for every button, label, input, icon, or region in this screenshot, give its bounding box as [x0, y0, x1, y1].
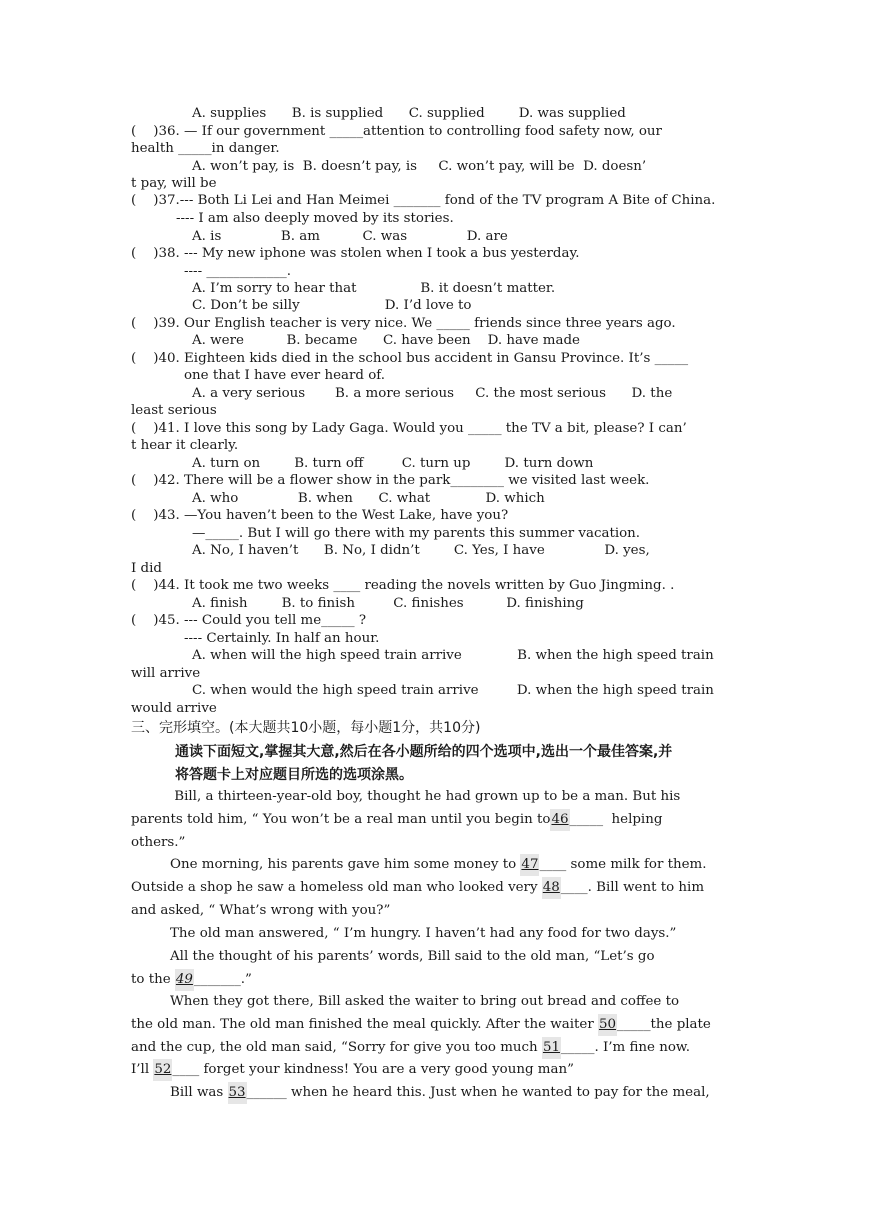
q39-stem: ( )39. Our English teacher is very nice. We _____ friends since three years ago.	[131, 316, 676, 331]
q36-options: A. won’t pay, is B. doesn’t pay, is C. won’t pay, will be D. doesn’	[192, 159, 647, 174]
q44-stem: ( )44. It took me two weeks ____ reading the novels written by Guo Jingming. .	[131, 578, 675, 593]
passage-text: ______ when he heard this. Just when he wanted to pay for the meal,	[246, 1085, 710, 1100]
blank-50: 50	[598, 1014, 617, 1036]
passage-text: Outside a shop he saw a homeless old man who looked very	[131, 880, 542, 895]
passage-text: One morning, his parents gave him some money to	[170, 857, 521, 872]
q37-options: A. is B. am C. was D. are	[192, 229, 508, 244]
passage-text: ____ forget your kindness! You are a very good young man”	[172, 1062, 574, 1077]
q37-stem: ( )37.--- Both Li Lei and Han Meimei _______ fond of the TV program A Bite of China.	[131, 193, 716, 208]
passage-text: parents told him, “ You won’t be a real man until you begin to	[131, 812, 551, 827]
passage-p4-line1: All the thought of his parents’ words, Bill said to the old man, “Let’s go	[170, 949, 655, 964]
passage-p5-line1: When they got there, Bill asked the waiter to bring out bread and coffee to	[170, 994, 680, 1009]
passage-p2-line3: and asked, “ What’s wrong with you?”	[131, 903, 391, 918]
section-instruction-2: 将答题卡上对应题目所选的选项涂黑。	[175, 767, 413, 783]
passage-text: _____the plate	[617, 1017, 711, 1032]
q42-stem: ( )42. There will be a flower show in the park________ we visited last week.	[131, 473, 650, 488]
q36-options-cont: t pay, will be	[131, 176, 217, 191]
passage-p5-line3	[131, 1037, 737, 1059]
q38-options-1: A. I’m sorry to hear that B. it doesn’t matter.	[192, 281, 556, 296]
passage-text: to the	[131, 972, 175, 987]
q37-reply: ---- I am also deeply moved by its stories.	[176, 211, 454, 226]
passage-p6-line1	[170, 1082, 776, 1104]
passage-text: ____ some milk for them.	[539, 857, 707, 872]
q45-options-1: A. when will the high speed train arrive B. when the high speed train	[192, 648, 714, 663]
q41-stem-cont: t hear it clearly.	[131, 438, 239, 453]
q38-stem: ( )38. --- My new iphone was stolen when I took a bus yesterday.	[131, 246, 580, 261]
q38-options-2: C. Don’t be silly D. I’d love to	[192, 298, 472, 313]
passage-p1-line2	[131, 809, 737, 831]
q44-options: A. finish B. to finish C. finishes D. finishing	[192, 596, 584, 611]
q45-reply: ---- Certainly. In half an hour.	[184, 631, 380, 646]
section-heading: 三、完形填空。(本大题共10小题，每小题1分，共10分)	[131, 720, 481, 736]
passage-p2-line1	[170, 854, 776, 876]
blank-48: 48	[542, 877, 561, 899]
blank-46: 46	[550, 809, 569, 831]
q43-stem: ( )43. —You haven’t been to the West Lake, have you?	[131, 508, 509, 523]
q39-options: A. were B. became C. have been D. have made	[192, 333, 580, 348]
passage-text: _____. I’m fine now.	[560, 1040, 691, 1055]
q41-stem: ( )41. I love this song by Lady Gaga. Would you _____ the TV a bit, please? I can’	[131, 421, 687, 436]
q40-options: A. a very serious B. a more serious C. the most serious D. the	[192, 386, 673, 401]
passage-text: the old man. The old man finished the meal quickly. After the waiter	[131, 1017, 598, 1032]
blank-47: 47	[520, 854, 539, 876]
q45-stem: ( )45. --- Could you tell me_____ ?	[131, 613, 367, 628]
passage-p3: The old man answered, “ I’m hungry. I haven’t had any food for two days.”	[170, 926, 677, 941]
passage-p4-line2	[131, 969, 737, 991]
q40-options-cont: least serious	[131, 403, 217, 418]
passage-text: _____ helping	[569, 812, 663, 827]
passage-text: ____. Bill went to him	[560, 880, 705, 895]
q43-options: A. No, I haven’t B. No, I didn’t C. Yes, I have D. yes,	[192, 543, 650, 558]
passage-p2-line2	[131, 877, 737, 899]
q42-options: A. who B. when C. what D. which	[192, 491, 545, 506]
passage-text: Bill was	[170, 1085, 228, 1100]
q45-options-2: C. when would the high speed train arrive D. when the high speed train	[192, 683, 714, 698]
q36-stem: ( )36. — If our government _____attention to controlling food safety now, our	[131, 124, 662, 139]
q38-reply: ---- ____________.	[184, 264, 291, 279]
q43-options-cont: I did	[131, 561, 162, 576]
q36-stem-cont: health _____in danger.	[131, 141, 280, 156]
passage-text: _______.”	[193, 972, 252, 987]
q40-stem: ( )40. Eighteen kids died in the school bus accident in Gansu Province. It’s _____	[131, 351, 689, 366]
passage-text: I’ll	[131, 1062, 154, 1077]
q45-options-2-cont: would arrive	[131, 701, 217, 716]
q43-reply: —_____. But I will go there with my parents this summer vacation.	[192, 526, 641, 541]
q35-options: A. supplies B. is supplied C. supplied D. was supplied	[192, 106, 626, 121]
q40-stem-cont: one that I have ever heard of.	[184, 368, 386, 383]
blank-53: 53	[228, 1082, 247, 1104]
passage-p1-line3: others.”	[131, 835, 186, 850]
blank-52: 52	[153, 1059, 172, 1081]
blank-49: 49	[175, 969, 194, 991]
blank-51: 51	[542, 1037, 561, 1059]
q41-options: A. turn on B. turn off C. turn up D. turn down	[192, 456, 594, 471]
section-instruction-1: 通读下面短文,掌握其大意,然后在各小题所给的四个选项中,选出一个最佳答案,并	[175, 744, 673, 760]
q45-options-1-cont: will arrive	[131, 666, 201, 681]
passage-text: and the cup, the old man said, “Sorry for give you too much	[131, 1040, 542, 1055]
passage-p5-line4	[131, 1059, 737, 1081]
passage-p5-line2	[131, 1014, 737, 1036]
passage-p1-line1: Bill, a thirteen-year-old boy, thought he had grown up to be a man. But his	[170, 789, 681, 804]
